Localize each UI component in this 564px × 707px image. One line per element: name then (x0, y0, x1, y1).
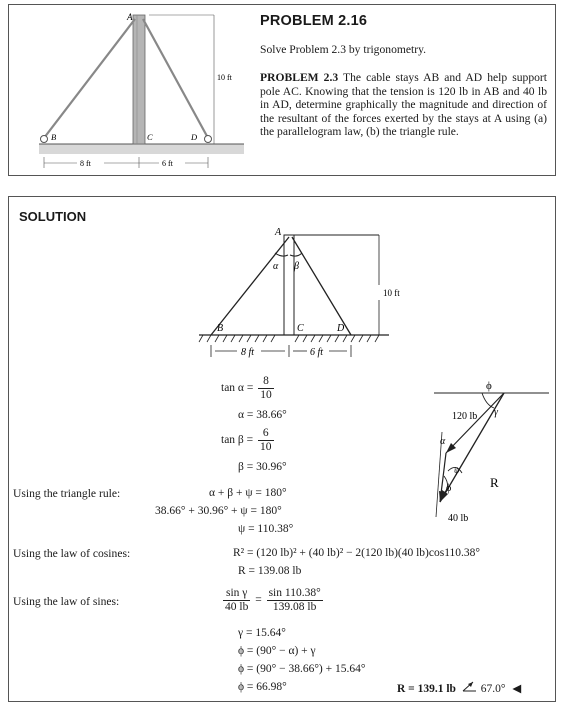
sines-label: Using the law of sines: (13, 595, 120, 608)
problem-line-5: at A using (a) the parallelogram law, (b) the triangle rule. (260, 111, 547, 139)
pole (133, 15, 145, 144)
sol-label-a: A (275, 227, 282, 238)
tri-gamma: γ (494, 407, 498, 418)
tan-alpha-den: 10 (260, 389, 272, 401)
tri-eq-3: ψ = 110.38° (238, 523, 294, 535)
tan-alpha-eq (221, 375, 276, 402)
cable-ab (44, 19, 135, 138)
problem-line-1: The cable stays AB and AD help support (343, 71, 547, 84)
sin-lhs-num: sin γ (223, 587, 250, 601)
fig-label-d: D (191, 132, 198, 142)
tri-force-120: 120 lb (452, 411, 478, 422)
tri-eq-1: α + β + ψ = 180° (209, 487, 287, 499)
tan-beta-num: 6 (258, 427, 274, 441)
problem-panel (8, 4, 556, 176)
problem-line-3: 40 lb in AD, determine graphically the magnitude and (260, 84, 548, 112)
final-answer (397, 681, 521, 695)
sin-rhs-den: 139.08 lb (272, 601, 317, 613)
tan-beta-den: 10 (260, 441, 272, 453)
problem-intro: Solve Problem 2.3 by trigonometry. (260, 43, 427, 56)
sol-label-c: C (297, 323, 304, 334)
sol-right-span: 6 ft (310, 347, 324, 358)
gamma-value: γ = 15.64° (238, 627, 286, 639)
problem-ref-label: PROBLEM 2.3 (260, 71, 339, 84)
sol-label-b: B (217, 323, 224, 334)
sol-label-d: D (337, 323, 345, 334)
tri-force-40: 40 lb (448, 513, 469, 524)
tan-beta-fraction (258, 427, 274, 454)
anchor-b (41, 136, 48, 143)
beta-value: β = 30.96° (238, 461, 287, 473)
sin-rhs-num: sin 110.38° (268, 587, 321, 599)
fig-left-span: 8 ft (80, 159, 91, 168)
tan-beta-eq (221, 427, 276, 454)
cos-eq-1: R² = (120 lb)² + (40 lb)² − 2(120 lb)(40 lb)cos110.38° (233, 547, 481, 559)
triangle-rule-label: Using the triangle rule: (13, 487, 121, 500)
sin-lhs-fraction (223, 587, 250, 614)
fig-label-c: C (147, 132, 153, 142)
sin-rhs-fraction (267, 587, 323, 614)
tri-eq-2: 38.66° + 30.96° + ψ = 180° (155, 505, 282, 517)
sol-beta: β (294, 261, 299, 272)
sol-alpha: α (273, 261, 279, 272)
tri-alpha: α (440, 436, 446, 447)
tri-resultant: R (490, 475, 499, 490)
cable-ad (143, 19, 208, 138)
sines-eq: $\frac{\text{sin γ}}{40 lb}$ = $\frac{\sin 110.38^\circ}{139.08 lb}$ (225, 587, 321, 613)
tan-beta-lhs: tan β = (221, 434, 254, 447)
problem-line-2: pole AC. Knowing that the tension is 120 lb in AB and (260, 84, 520, 98)
fig-label-a: A (127, 12, 133, 22)
problem-figure (9, 5, 249, 175)
problem-statement (260, 71, 547, 139)
cos-eq-2: R = 139.08 lb (238, 565, 302, 577)
answer-value: R = 139.1 lb (397, 683, 456, 695)
solution-diagram (189, 225, 449, 360)
problem-line-4: direction of the resultant of the forces exerted by the stays (260, 98, 547, 125)
phi-eq-3: ϕ = 66.98° (238, 681, 287, 693)
sin-lhs-den: 40 lb (225, 601, 249, 613)
problem-title: PROBLEM 2.16 (260, 13, 368, 29)
fig-height-label: 10 ft (217, 73, 232, 82)
tri-phi: ϕ (486, 380, 492, 392)
solution-panel (8, 196, 556, 702)
phi-eq-1: ϕ = (90° − α) + γ (238, 645, 316, 657)
tan-alpha-fraction (258, 375, 274, 402)
tan-alpha-lhs: tan α = (221, 382, 254, 395)
alpha-value: α = 38.66° (238, 409, 287, 421)
phi-eq-2: ϕ = (90° − 38.66°) + 15.64° (238, 663, 366, 675)
solution-title: SOLUTION (19, 209, 87, 224)
fig-right-span: 6 ft (162, 159, 173, 168)
angle-icon (462, 681, 478, 693)
cosines-label: Using the law of cosines: (13, 547, 131, 560)
sol-height: 10 ft (383, 288, 400, 298)
tri-psi: ψ (454, 465, 460, 475)
tri-phi2: ϕ (446, 483, 452, 494)
sol-left-span: 8 ft (241, 347, 255, 358)
fig-label-b: B (51, 132, 57, 142)
tan-alpha-num: 8 (258, 375, 274, 389)
answer-marker-icon: ◀ (512, 683, 522, 695)
anchor-d (205, 136, 212, 143)
ground (39, 144, 244, 154)
force-triangle (404, 377, 554, 547)
answer-angle: 67.0° (480, 683, 506, 695)
